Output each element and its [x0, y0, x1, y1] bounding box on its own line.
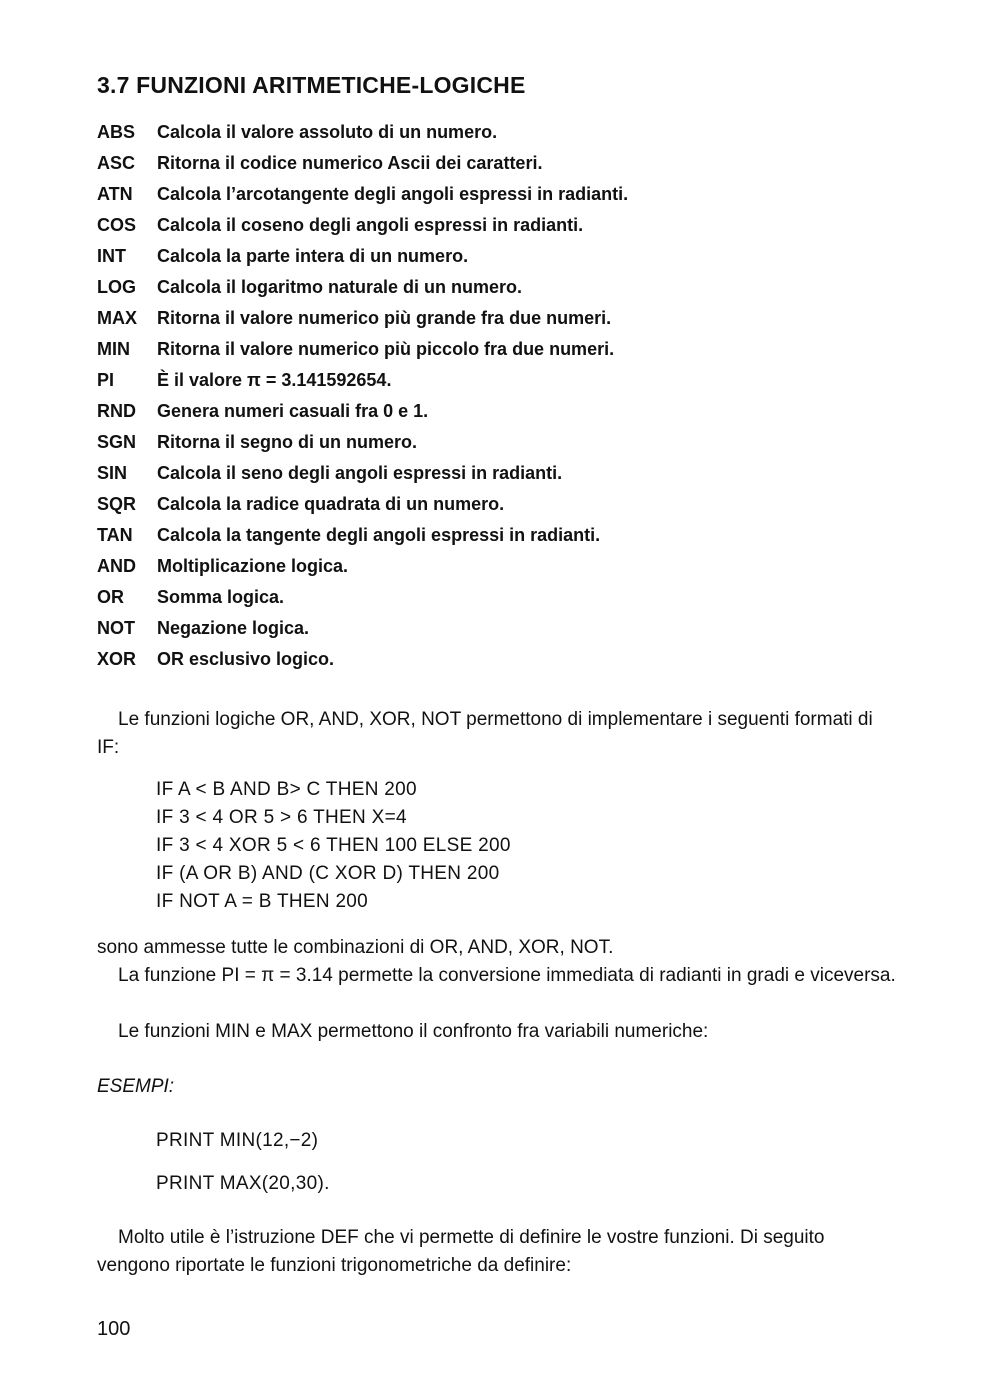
function-row: [97, 334, 917, 365]
function-name: ABS: [97, 122, 136, 142]
function-description: Negazione logica.: [157, 618, 310, 638]
function-name: MAX: [97, 308, 137, 328]
code-line: IF 3 < 4 XOR 5 < 6 THEN 100 ELSE 200: [156, 835, 511, 856]
function-name: LOG: [97, 277, 136, 297]
function-description: OR esclusivo logico.: [157, 649, 335, 669]
function-row: [97, 117, 917, 148]
code-line: IF (A OR B) AND (C XOR D) THEN 200: [156, 863, 500, 884]
function-row: [97, 582, 917, 613]
function-description: Calcola la parte intera di un numero.: [157, 246, 469, 266]
function-row: [97, 365, 917, 396]
function-name: RND: [97, 401, 136, 421]
function-description: Calcola la tangente degli angoli espressi in radianti.: [157, 525, 601, 545]
function-row: [97, 551, 917, 582]
function-description: Calcola il seno degli angoli espressi in radianti.: [157, 463, 563, 483]
function-description: Calcola il coseno degli angoli espressi in radianti.: [157, 215, 584, 235]
def-paragraph: Molto utile è l’istruzione DEF che vi permette di definire le vostre funzioni. Di seguito vengono riportate le funzioni trigonometriche da definire:: [97, 1227, 825, 1276]
function-name: SGN: [97, 432, 137, 452]
code-block: [156, 776, 511, 916]
function-row: [97, 520, 917, 551]
function-list: [97, 117, 917, 675]
function-row: [97, 396, 917, 427]
function-description: Moltiplicazione logica.: [157, 556, 349, 576]
function-name: OR: [97, 587, 124, 607]
function-description: Genera numeri casuali fra 0 e 1.: [157, 401, 429, 421]
function-name: COS: [97, 215, 137, 235]
function-name: SIN: [97, 463, 128, 483]
function-row: [97, 179, 917, 210]
function-description: Ritorna il codice numerico Ascii dei caratteri.: [157, 153, 543, 173]
function-name: TAN: [97, 525, 133, 545]
function-description: È il valore π = 3.141592654.: [157, 370, 392, 390]
intro-paragraph: Le funzioni logiche OR, AND, XOR, NOT permettono di implementare i seguenti formati di IF:: [97, 709, 873, 758]
function-description: Ritorna il valore numerico più grande fra due numeri.: [157, 308, 612, 328]
function-row: [97, 241, 917, 272]
function-row: [97, 427, 917, 458]
examples-heading: ESEMPI:: [97, 1076, 175, 1097]
function-description: Somma logica.: [157, 587, 285, 607]
code-line: IF 3 < 4 OR 5 > 6 THEN X=4: [156, 807, 407, 828]
function-description: Calcola il valore assoluto di un numero.: [157, 122, 498, 142]
function-row: [97, 489, 917, 520]
function-name: PI: [97, 370, 115, 390]
function-row: [97, 210, 917, 241]
code-line: IF A < B AND B> C THEN 200: [156, 779, 417, 800]
function-name: INT: [97, 246, 126, 266]
function-description: Ritorna il valore numerico più piccolo fra due numeri.: [157, 339, 615, 359]
function-name: SQR: [97, 494, 137, 514]
combinations-paragraph: sono ammesse tutte le combinazioni di OR, AND, XOR, NOT.: [97, 937, 614, 958]
function-description: Ritorna il segno di un numero.: [157, 432, 418, 452]
function-row: [97, 148, 917, 179]
code-line: IF NOT A = B THEN 200: [156, 891, 369, 912]
function-description: Calcola il logaritmo naturale di un numero.: [157, 277, 523, 297]
function-name: MIN: [97, 339, 130, 359]
function-row: [97, 272, 917, 303]
function-row: [97, 303, 917, 334]
function-name: XOR: [97, 649, 137, 669]
function-row: [97, 458, 917, 489]
example-line: PRINT MIN(12,−2): [156, 1130, 319, 1151]
pi-paragraph: La funzione PI = π = 3.14 permette la conversione immediata di radianti in gradi e viceversa.: [118, 965, 896, 986]
section-title: 3.7 FUNZIONI ARITMETICHE-LOGICHE: [97, 72, 526, 98]
function-name: NOT: [97, 618, 135, 638]
page-number: 100: [97, 1318, 131, 1340]
function-name: ASC: [97, 153, 136, 173]
function-description: Calcola la radice quadrata di un numero.: [157, 494, 505, 514]
function-row: [97, 613, 917, 644]
function-name: ATN: [97, 184, 133, 204]
example-line: PRINT MAX(20,30).: [156, 1173, 330, 1194]
function-name: AND: [97, 556, 136, 576]
minmax-paragraph: Le funzioni MIN e MAX permettono il confronto fra variabili numeriche:: [118, 1021, 709, 1042]
function-description: Calcola l’arcotangente degli angoli espressi in radianti.: [157, 184, 629, 204]
function-row: [97, 644, 917, 675]
